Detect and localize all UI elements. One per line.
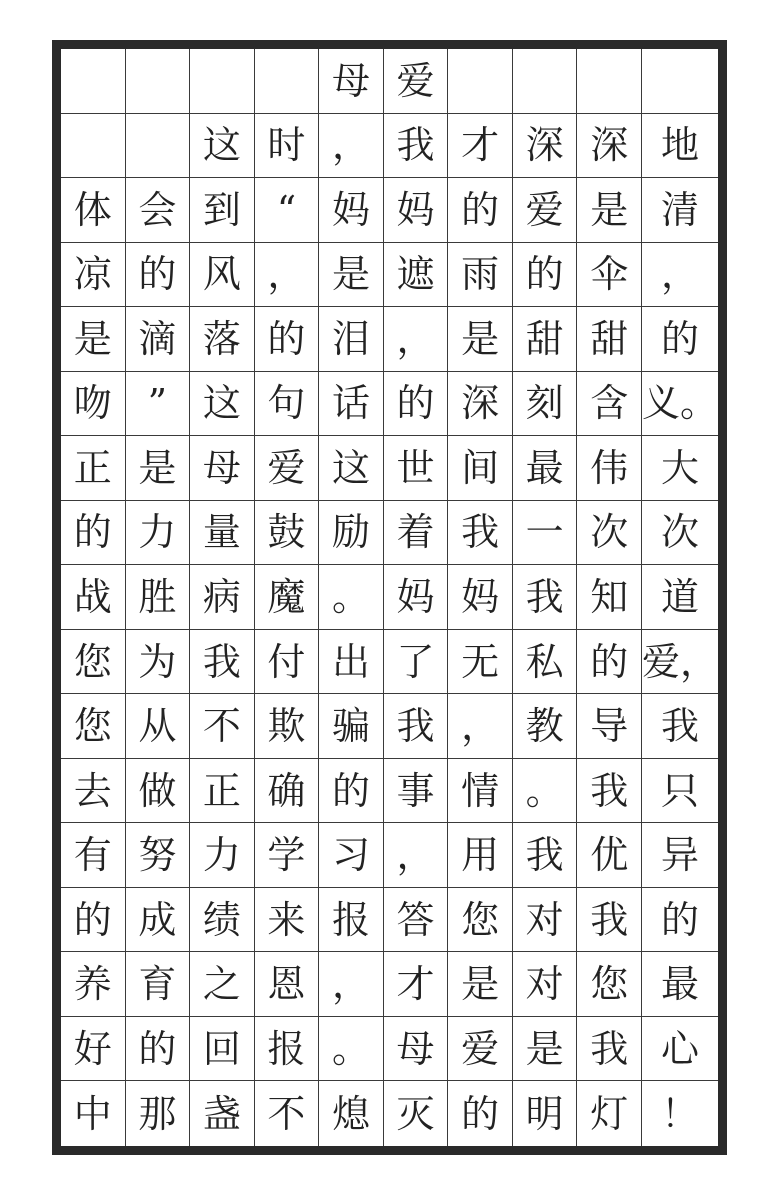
grid-cell: 道 <box>642 565 718 630</box>
grid-cell: ， <box>384 823 449 888</box>
grid-cell: 世 <box>384 436 449 501</box>
grid-cell: 心 <box>642 1017 718 1082</box>
grid-cell: 那 <box>126 1081 191 1146</box>
grid-cell: ！ <box>660 1091 699 1136</box>
grid-cell: 甜 <box>513 307 578 372</box>
grid-cell: 无 <box>448 630 513 695</box>
grid-cell: 付 <box>255 630 320 695</box>
grid-cell: 才 <box>384 952 449 1017</box>
grid-cell: 义。 <box>642 372 718 437</box>
grid-cell: 习 <box>319 823 384 888</box>
grid-cell: 成 <box>126 888 191 953</box>
grid-cell: 是 <box>61 307 126 372</box>
grid-cell: 地 <box>642 114 718 179</box>
grid-cell: 伟 <box>577 436 642 501</box>
grid-cell: 中 <box>61 1081 126 1146</box>
grid-cell: 最 <box>642 952 718 1017</box>
grid-cell: 病 <box>190 565 255 630</box>
character-grid <box>61 49 718 1146</box>
grid-cell: ， <box>642 243 718 308</box>
grid-cell: 出 <box>319 630 384 695</box>
title-cell: 爱 <box>384 49 449 114</box>
grid-cell: 着 <box>384 501 449 566</box>
grid-cell: 好 <box>61 1017 126 1082</box>
grid-cell: 育 <box>126 952 191 1017</box>
grid-cell: 吻 <box>61 372 126 437</box>
grid-cell: 的 <box>513 243 578 308</box>
grid-cell: 去 <box>61 759 126 824</box>
grid-cell: 养 <box>61 952 126 1017</box>
grid-cell: 的 <box>61 501 126 566</box>
grid-cell: 甜 <box>577 307 642 372</box>
grid-cell: 为 <box>126 630 191 695</box>
grid-cell: 我 <box>642 694 718 759</box>
grid-cell: 绩 <box>190 888 255 953</box>
grid-cell: 对 <box>513 888 578 953</box>
grid-cell: 战 <box>61 565 126 630</box>
grid-cell: 励 <box>319 501 384 566</box>
grid-cell: 灯 <box>577 1081 642 1146</box>
grid-cell: 您 <box>61 694 126 759</box>
grid-cell: 雨 <box>448 243 513 308</box>
grid-cell: 做 <box>126 759 191 824</box>
grid-cell: 伞 <box>577 243 642 308</box>
grid-cell: 话 <box>319 372 384 437</box>
grid-cell: 次 <box>577 501 642 566</box>
grid-cell: 妈 <box>448 565 513 630</box>
grid-cell: 答 <box>384 888 449 953</box>
grid-cell: 对 <box>513 952 578 1017</box>
grid-cell: 只 <box>642 759 718 824</box>
grid-cell: 爱， <box>642 630 718 695</box>
title-cell <box>255 49 320 114</box>
grid-cell: 我 <box>384 114 449 179</box>
grid-cell: 到 <box>190 178 255 243</box>
grid-cell <box>126 114 191 179</box>
grid-cell: 私 <box>513 630 578 695</box>
title-cell <box>448 49 513 114</box>
grid-cell: 恩 <box>255 952 320 1017</box>
grid-cell: 这 <box>319 436 384 501</box>
grid-cell: 学 <box>255 823 320 888</box>
grid-cell: 是 <box>577 178 642 243</box>
grid-cell: 骗 <box>319 694 384 759</box>
grid-cell: 报 <box>255 1017 320 1082</box>
grid-cell: 会 <box>126 178 191 243</box>
grid-cell <box>61 114 126 179</box>
grid-cell: 的 <box>384 372 449 437</box>
title-cell: 母 <box>319 49 384 114</box>
grid-cell: 的 <box>255 307 320 372</box>
grid-cell: 异 <box>642 823 718 888</box>
grid-cell: 句 <box>255 372 320 437</box>
grid-cell: 力 <box>190 823 255 888</box>
grid-cell: 深 <box>577 114 642 179</box>
title-cell <box>61 49 126 114</box>
grid-cell: 是 <box>126 436 191 501</box>
grid-cell: 不 <box>255 1081 320 1146</box>
grid-cell: ， <box>384 307 449 372</box>
grid-cell: 我 <box>448 501 513 566</box>
grid-cell: 风 <box>190 243 255 308</box>
grid-cell: 妈 <box>384 565 449 630</box>
title-cell <box>190 49 255 114</box>
grid-cell: 母 <box>190 436 255 501</box>
grid-cell: 知 <box>577 565 642 630</box>
grid-cell: 量 <box>190 501 255 566</box>
grid-cell: 有 <box>61 823 126 888</box>
grid-cell: 刻 <box>513 372 578 437</box>
grid-cell: 胜 <box>126 565 191 630</box>
grid-cell: 我 <box>384 694 449 759</box>
grid-cell: 的 <box>448 1081 513 1146</box>
grid-cell: 之 <box>190 952 255 1017</box>
grid-cell: 。 <box>319 565 384 630</box>
grid-cell: ， <box>448 694 513 759</box>
grid-cell: 最 <box>513 436 578 501</box>
grid-cell: 一 <box>513 501 578 566</box>
grid-cell: 魔 <box>255 565 320 630</box>
grid-cell: 的 <box>126 243 191 308</box>
grid-cell: 导 <box>577 694 642 759</box>
grid-cell: 体 <box>61 178 126 243</box>
grid-cell: 我 <box>513 823 578 888</box>
grid-cell: 用 <box>448 823 513 888</box>
grid-cell: 来 <box>255 888 320 953</box>
grid-cell: 泪 <box>319 307 384 372</box>
title-cell <box>126 49 191 114</box>
grid-cell: 我 <box>577 888 642 953</box>
grid-cell: 。 <box>513 759 578 824</box>
composition-paper <box>52 40 727 1155</box>
grid-cell: 您 <box>448 888 513 953</box>
title-cell <box>513 49 578 114</box>
grid-cell: 回 <box>190 1017 255 1082</box>
grid-cell: 这 <box>190 114 255 179</box>
grid-cell: 力 <box>126 501 191 566</box>
grid-cell: 优 <box>577 823 642 888</box>
grid-cell: 清 <box>642 178 718 243</box>
grid-cell: 是 <box>448 307 513 372</box>
grid-cell: 不 <box>190 694 255 759</box>
grid-cell: 妈 <box>384 178 449 243</box>
grid-cell: 的 <box>448 178 513 243</box>
title-cell <box>642 49 718 114</box>
grid-cell: 您 <box>577 952 642 1017</box>
grid-cell: 深 <box>448 372 513 437</box>
grid-cell: 次 <box>642 501 718 566</box>
grid-cell: 明 <box>513 1081 578 1146</box>
grid-cell: 含 <box>577 372 642 437</box>
grid-cell: 了 <box>384 630 449 695</box>
grid-cell: 事 <box>384 759 449 824</box>
grid-cell: 努 <box>126 823 191 888</box>
grid-cell: 鼓 <box>255 501 320 566</box>
grid-cell: 是 <box>513 1017 578 1082</box>
grid-cell: 的 <box>642 307 718 372</box>
grid-cell: 时 <box>255 114 320 179</box>
grid-cell: 报 <box>319 888 384 953</box>
grid-cell: 灭 <box>384 1081 449 1146</box>
title-cell <box>577 49 642 114</box>
grid-cell: 从 <box>126 694 191 759</box>
grid-cell: 我 <box>577 759 642 824</box>
grid-cell: 落 <box>190 307 255 372</box>
grid-cell: 您 <box>61 630 126 695</box>
grid-cell: 爱 <box>513 178 578 243</box>
grid-cell: 这 <box>190 372 255 437</box>
grid-cell: 的 <box>126 1017 191 1082</box>
grid-cell: 正 <box>190 759 255 824</box>
grid-cell: 的 <box>319 759 384 824</box>
grid-cell: 熄 <box>319 1081 384 1146</box>
grid-cell: 。 <box>319 1017 384 1082</box>
grid-cell: 是 <box>448 952 513 1017</box>
grid-cell: 的 <box>577 630 642 695</box>
grid-cell: 我 <box>577 1017 642 1082</box>
grid-cell: 正 <box>61 436 126 501</box>
grid-cell: ” <box>126 372 191 437</box>
grid-cell: 我 <box>513 565 578 630</box>
grid-cell: 欺 <box>255 694 320 759</box>
grid-cell: ， <box>319 114 384 179</box>
grid-cell: 是 <box>319 243 384 308</box>
grid-cell: 的 <box>61 888 126 953</box>
grid-cell: 深 <box>513 114 578 179</box>
grid-cell: 爱 <box>448 1017 513 1082</box>
grid-cell: 滴 <box>126 307 191 372</box>
grid-cell: 盏 <box>190 1081 255 1146</box>
grid-cell: 我 <box>190 630 255 695</box>
grid-cell: 情 <box>448 759 513 824</box>
grid-cell: “ <box>255 178 320 243</box>
grid-cell: ， <box>319 952 384 1017</box>
grid-cell: ， <box>255 243 320 308</box>
grid-cell: 大 <box>642 436 718 501</box>
grid-cell: 教 <box>513 694 578 759</box>
grid-cell: 爱 <box>255 436 320 501</box>
grid-cell: 妈 <box>319 178 384 243</box>
grid-cell: 母 <box>384 1017 449 1082</box>
grid-cell: 确 <box>255 759 320 824</box>
grid-cell: 遮 <box>384 243 449 308</box>
grid-cell: 凉 <box>61 243 126 308</box>
grid-cell: 才 <box>448 114 513 179</box>
grid-cell: 间 <box>448 436 513 501</box>
grid-cell: 的 <box>642 888 718 953</box>
